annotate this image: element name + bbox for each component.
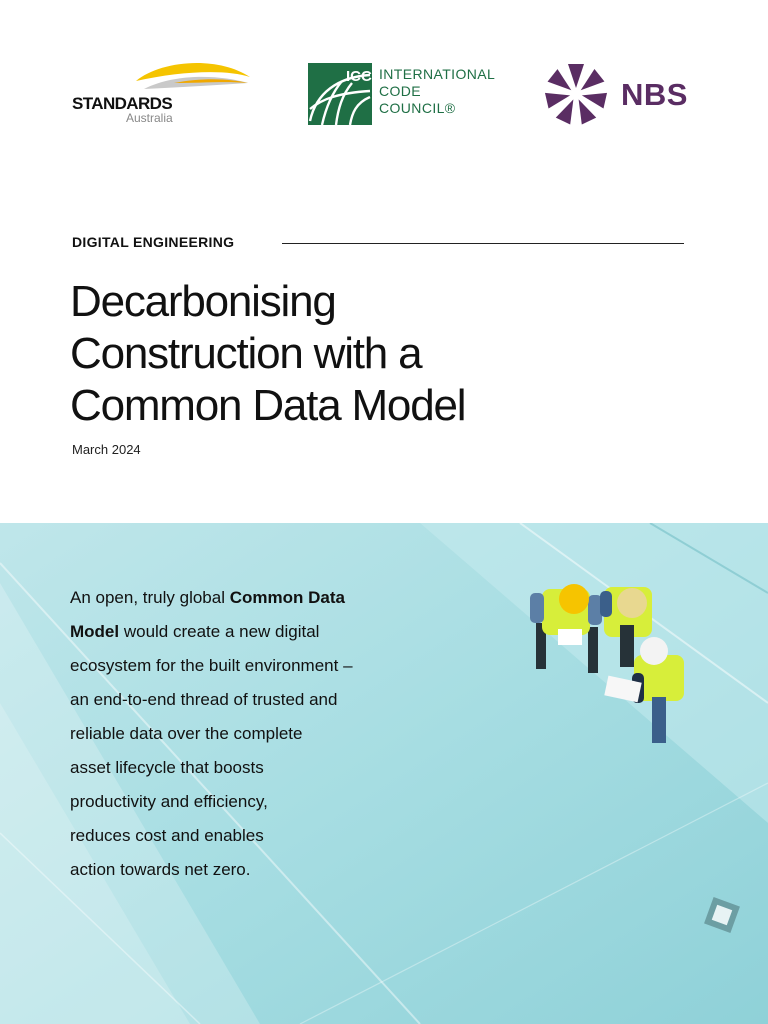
intro-line-1: An open, truly global Common Data (70, 588, 345, 607)
intro-line-9: action towards net zero. (70, 860, 251, 879)
intro-line-4: an end-to-end thread of trusted and (70, 690, 338, 709)
nbs-word: NBS (621, 77, 688, 112)
logo-row (0, 55, 768, 135)
globe-grid-icon (308, 63, 372, 125)
title-line-3: Common Data Model (70, 381, 466, 430)
australia-word: Australia (126, 111, 173, 125)
intro-line-8: reduces cost and enables (70, 826, 264, 845)
intro-line-3: ecosystem for the built environment – (70, 656, 353, 675)
icc-line-3: COUNCIL® (379, 100, 456, 116)
swoosh-icon (134, 59, 252, 99)
icc-line-1: INTERNATIONAL (379, 66, 496, 82)
title-line-1: Decarbonising (70, 277, 336, 326)
intro-line-7: productivity and efficiency, (70, 792, 268, 811)
intro-line-6: asset lifecycle that boosts (70, 758, 264, 777)
nbs-logo (543, 61, 693, 127)
petal-star-icon (543, 61, 609, 127)
standards-australia-logo (72, 59, 252, 125)
intro-line-5: reliable data over the complete (70, 724, 303, 743)
icc-line-2: CODE (379, 83, 422, 99)
section-label: DIGITAL ENGINEERING (72, 234, 235, 250)
intro-paragraph (70, 581, 410, 887)
icc-badge-text: ICC (346, 68, 372, 85)
publication-date: March 2024 (72, 442, 141, 457)
hero-image (0, 523, 768, 1024)
section-divider (282, 243, 684, 244)
section-header (72, 234, 684, 254)
standards-word: STANDARDS (72, 94, 173, 113)
intro-line-2: Model would create a new digital (70, 622, 320, 641)
document-title (70, 276, 690, 432)
icc-name (379, 66, 509, 117)
title-line-2: Construction with a (70, 329, 422, 378)
